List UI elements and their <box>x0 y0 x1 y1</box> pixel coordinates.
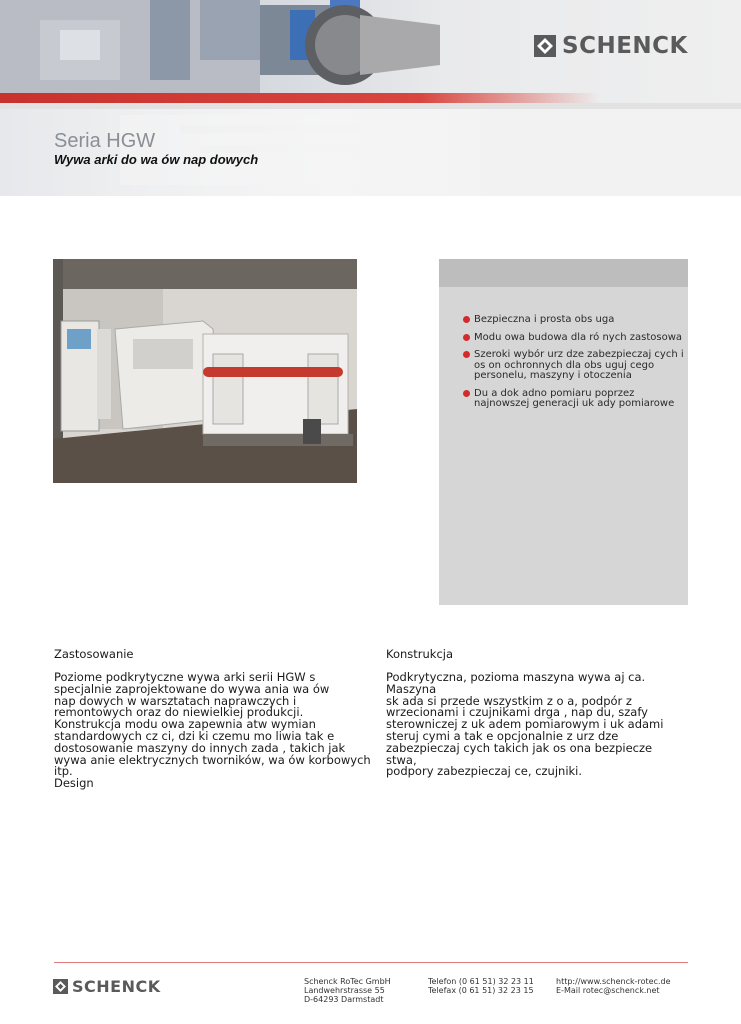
feature-item: Szeroki wybór urz dze zabezpieczaj cych i os on ochronnych dla obs uguj cego personelu, maszyny i otoczenia <box>463 350 685 382</box>
features-panel <box>439 259 688 605</box>
schenck-logo-icon <box>534 35 556 57</box>
footer-phone: Telefon (0 61 51) 32 23 11 Telefax (0 61 51) 32 23 15 <box>428 977 534 995</box>
feature-item: Du a dok adno pomiaru poprzez najnowszej generacji uk ady pomiarowe <box>463 389 685 410</box>
footer-website-link[interactable]: http://www.schenck-rotec.de <box>556 977 671 986</box>
footer-divider <box>54 962 688 963</box>
footer-brand-name: SCHENCK <box>72 977 161 996</box>
section-heading-application: Zastosowanie <box>54 647 134 661</box>
brand-name: SCHENCK <box>562 33 688 59</box>
schenck-logo <box>534 33 688 59</box>
section-body-construction: Podkrytyczna, pozioma maszyna wywa aj ca. Maszyna sk ada si przede wszystkim z o a, podpór z wrzecionami i czujnikami drga , nap du, szafy sterowniczej z uk adem pomiarowym i uk adami steruj cymi a tak e opcjonalnie z urz dze zabezpieczaj cych takich jak os ona bezpiecze stwa, podpory zabezpieczaj ce, czujniki. <box>386 670 664 779</box>
footer-address: Schenck RoTec GmbH Landwehrstrasse 55 D-64293 Darmstadt <box>304 977 391 1004</box>
schenck-logo-icon <box>53 979 68 994</box>
grey-band <box>0 103 741 109</box>
feature-item: Modu owa budowa dla ró nych zastosowa <box>463 333 685 344</box>
bullet-icon <box>463 334 470 341</box>
footer-email-link[interactable]: E-Mail rotec@schenck.net <box>556 986 660 995</box>
balancing-machine-photo <box>53 259 357 483</box>
red-stripe <box>0 93 600 103</box>
page-title: Seria HGW <box>54 130 156 152</box>
header-banner <box>0 0 741 196</box>
features-list <box>463 315 685 417</box>
section-body-application: Poziome podkrytyczne wywa arki serii HGW s specjalnie zaprojektowane do wywa ania wa ów nap dowych w warsztatach naprawczych i remontowych oraz do niewielkiej produkcji. Konstrukcja modu owa zapewnia atw wymian standardowych cz ci, dzi ki czemu mo liwia tak e dostosowanie maszyny do innych zada , takich jak wywa anie elektrycznych tworników, wa ów korbowych itp. Design <box>54 670 371 791</box>
footer-contact <box>556 977 671 995</box>
page-subtitle: Wywa arki do wa ów nap dowych <box>54 152 259 167</box>
bullet-icon <box>463 316 470 323</box>
feature-item: Bezpieczna i prosta obs uga <box>463 315 685 326</box>
bullet-icon <box>463 351 470 358</box>
bullet-icon <box>463 390 470 397</box>
features-panel-header <box>439 259 688 287</box>
footer-logo <box>53 977 161 996</box>
section-heading-construction: Konstrukcja <box>386 647 454 661</box>
